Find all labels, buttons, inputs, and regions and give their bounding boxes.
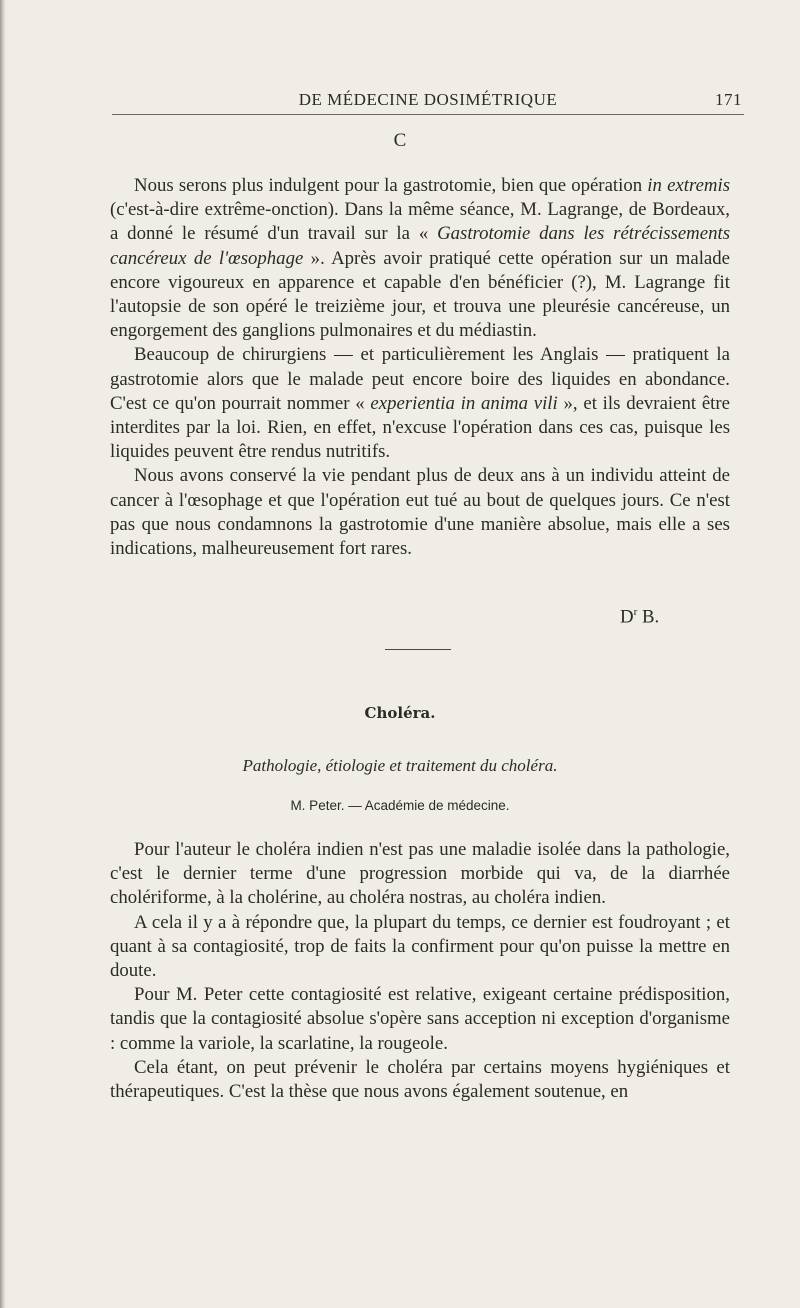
running-head-title: DE MÉDECINE DOSIMÉTRIQUE — [298, 90, 558, 109]
paragraph: Nous avons conservé la vie pendant plus de deux ans à un individu atteint de cancer à l'œsophage et que l'opération eut tué au bout de quelques jours. Ce n'est pas que nous condamnons la gastrotomie d'une manière absolue, mais elle a ses indications, malheureusement fort rares. — [110, 465, 730, 560]
paragraph — [110, 343, 730, 464]
signature-prefix: D — [620, 606, 634, 628]
paragraph: Pour M. Peter cette contagiosité est relative, exigeant certaine prédisposition, tandis que la contagiosité absolue s'opère sans acception ni exception d'organisme : comme la variole, la scarlatine, la rougeole. — [110, 984, 730, 1054]
text-run: (c'est-à-dire extrême-onction). Dans la même séance, M. Lagrange, de Bordeaux, a donné le résumé d'un travail sur la « — [110, 199, 730, 245]
italic-term: in extremis — [647, 175, 731, 196]
section-letter: C — [393, 130, 407, 151]
paragraph — [110, 174, 730, 343]
signature-name: B. — [641, 606, 660, 628]
article-source: M. Peter. — Académie de médecine. — [290, 798, 510, 813]
paragraph: Pour l'auteur le choléra indien n'est pas une maladie isolée dans la pathologie, c'est le dernier terme d'une progression morbide qui va, de la diarrhée cholériforme, à la cholérine, au choléra nostras, au choléra indien. — [110, 839, 730, 909]
text-run: Nous serons plus indulgent pour la gastrotomie, bien que opération — [134, 175, 643, 196]
page-binding-edge — [0, 0, 6, 1308]
signature-superscript: r — [633, 606, 638, 618]
page-number: 171 — [715, 90, 742, 109]
text-run: », et ils devraient être interdites par la loi. Rien, en effet, n'excuse l'opération dans ces cas, puisque les liquides peuvent être rendus nutritifs. — [110, 392, 730, 463]
article-gastrotomie-body — [110, 174, 730, 561]
article-heading: Choléra. — [364, 704, 436, 722]
article-subheading: Pathologie, étiologie et traitement du choléra. — [242, 756, 558, 775]
italic-title: Gastrotomie dans les rétrécissements cancéreux de l'œsophage — [110, 223, 730, 269]
paragraph: Cela étant, on peut prévenir le choléra par certains moyens hygiéniques et thérapeutiques. C'est la thèse que nous avons également soutenue, en — [110, 1056, 730, 1103]
italic-term: experientia in anima vili — [370, 392, 558, 414]
article-cholera-body — [110, 838, 730, 1104]
running-head — [112, 88, 744, 115]
author-signature — [620, 606, 659, 628]
text-run: Beaucoup de chirurgiens — et particulièrement les Anglais — pratiquent la gastrotomie alors que le malade peut encore boire des liquides en abondance. C'est ce qu'on pourrait nommer « — [110, 344, 730, 414]
paragraph: A cela il y a à répondre que, la plupart du temps, ce dernier est foudroyant ; et quant à sa contagiosité, trop de faits la confirment pour qu'on puisse la mettre en doute. — [110, 911, 730, 982]
section-divider — [385, 649, 451, 650]
text-run: ». Après avoir pratiqué cette opération sur un malade encore vigoureux en apparence et capable d'en bénéficier (?), M. Lagrange fit l'autopsie de son opéré le treizième jour, et trouva une pleurésie cancéreuse, un engorgement des ganglions pulmonaires et du médiastin. — [110, 247, 730, 342]
